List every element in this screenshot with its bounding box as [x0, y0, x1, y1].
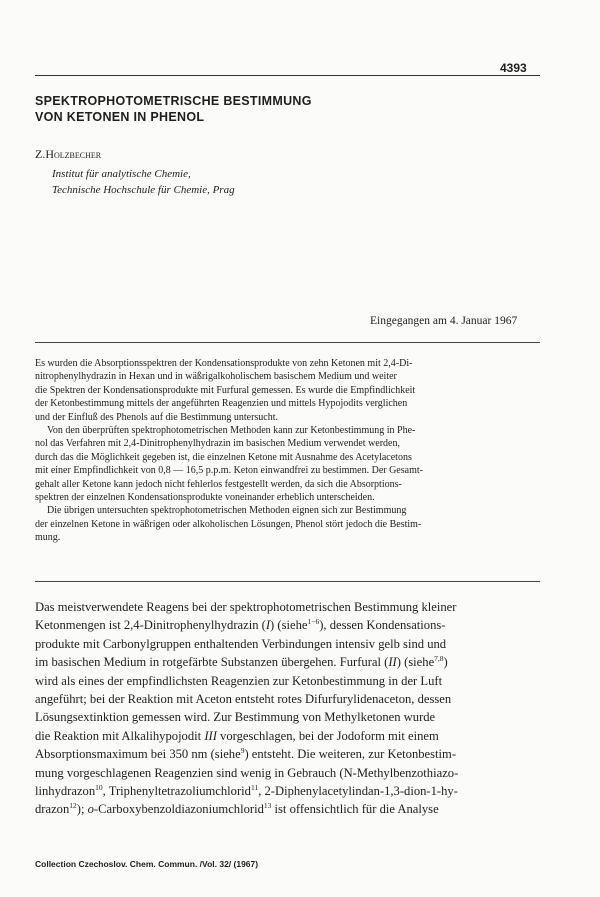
- body-line: linhydrazon$^{10}$, Triphenyltetrazoliumchlorid$^{11}$, 2-Diphenylacetylindan-1,3-dion-1-hy-: [35, 783, 458, 799]
- abstract-line: nitrophenylhydrazin in Hexan und in wäßrigalkoholischem basischem Medium und weiter: [35, 371, 397, 383]
- abstract-line: Die übrigen untersuchten spektrophotometrischen Methoden eignen sich zur Bestimmung: [47, 505, 407, 517]
- body-line: drazon$^{12}$); o-Carboxybenzoldiazoniumchlorid$^{13}$ ist offensichtlich für die Analyse: [35, 801, 439, 817]
- affiliation-line: Institut für analytische Chemie,: [52, 168, 191, 180]
- abstract: [35, 357, 540, 545]
- abstract-line: gehalt aller Ketone kann jedoch nicht fehlerlos festgestellt werden, da sich die Absorptions-: [35, 478, 402, 490]
- body-line: mung vorgeschlagenen Reagenzien sind wenig in Gebrauch (N-Methylbenzothiazo-: [35, 765, 459, 780]
- affiliation: [52, 166, 235, 198]
- body-line: Ketonmengen ist 2,4-Dinitrophenylhydrazin (I) (siehe$^{1-6}$), dessen Kondensations-: [35, 617, 446, 633]
- abstract-line: mung.: [35, 532, 61, 544]
- abstract-line: der Ketonbestimmung mittels der angeführten Reagenzien und mittels Hypojodits verglichen: [35, 398, 408, 410]
- abstract-line: und der Einfluß des Phenols auf die Bestimmung untersucht.: [35, 411, 279, 423]
- abstract-line: der einzelnen Ketone in wäßrigen oder alkoholischen Lösungen, Phenol stört jedoch die Bestim-: [35, 518, 422, 530]
- received-date: Eingegangen am 4. Januar 1967: [370, 315, 518, 327]
- affiliation-line: Technische Hochschule für Chemie, Prag: [52, 184, 235, 196]
- abstract-line: nol das Verfahren mit 2,4-Dinitrophenylhydrazin im basischen Medium verwendet werden,: [35, 438, 400, 450]
- page-number: 4393: [500, 61, 527, 75]
- body-line: wird als eines der empfindlichsten Reagenzien zur Ketonbestimmung in der Luft: [35, 673, 443, 688]
- title-line: SPEKTROPHOTOMETRISCHE BESTIMMUNG: [35, 94, 312, 108]
- abstract-line: Von den überprüften spektrophotometrischen Methoden kann zur Ketonbestimmung in Phe-: [47, 425, 416, 437]
- body-text: [35, 598, 540, 819]
- abstract-line: spektren der einzelnen Kondensationsprodukte voneinander erheblich unterscheiden.: [35, 492, 375, 504]
- author: Z.Holzbecher: [35, 147, 102, 161]
- body-line: Das meistverwendete Reagens bei der spektrophotometrischen Bestimmung kleiner: [35, 600, 457, 614]
- body-line: Absorptionsmaximum bei 350 nm (siehe$^9$) entsteht. Die weiteren, zur Ketonbestim-: [35, 746, 457, 762]
- journal-citation: Collection Czechoslov. Chem. Commun. /Vol. 32/ (1967): [35, 859, 259, 869]
- body-line: produkte mit Carbonylgruppen enthaltenden Verbindungen intensiv gelb sind und: [35, 636, 447, 651]
- abstract-line: Es wurden die Absorptionsspektren der Kondensationsprodukte von zehn Ketonen mit 2,4-Di-: [35, 358, 413, 369]
- abstract-line: durch das die Möglichkeit gegeben ist, die einzelnen Ketone mit Ausnahme des Acetylacetons: [35, 451, 412, 463]
- body-line: die Reaktion mit Alkalihypojodit III vorgeschlagen, bei der Jodoform mit einem: [35, 728, 439, 743]
- abstract-top-rule: [35, 342, 540, 343]
- body-line: Lösungsextinktion gemessen wird. Zur Bestimmung von Methylketonen wurde: [35, 710, 436, 725]
- body-line: angeführt; bei der Reaktion mit Aceton entsteht rotes Difurfurylidenaceton, dessen: [35, 692, 452, 707]
- abstract-bottom-rule: [35, 581, 540, 582]
- body-line: im basischen Medium in rotgefärbte Substanzen übergehen. Furfural (II) (siehe$^{7,8}$): [35, 654, 448, 670]
- header-rule: [35, 75, 540, 76]
- abstract-line: mit einer Empfindlichkeit von 0,8 — 16,5 p.p.m. Keton einwandfrei zu bestimmen. Der Gesamt-: [35, 465, 423, 477]
- article-title: [35, 93, 495, 125]
- abstract-line: die Spektren der Kondensationsprodukte mit Furfural gemessen. Es wurde die Empfindlichkeit: [35, 384, 416, 396]
- title-line: VON KETONEN IN PHENOL: [35, 110, 205, 124]
